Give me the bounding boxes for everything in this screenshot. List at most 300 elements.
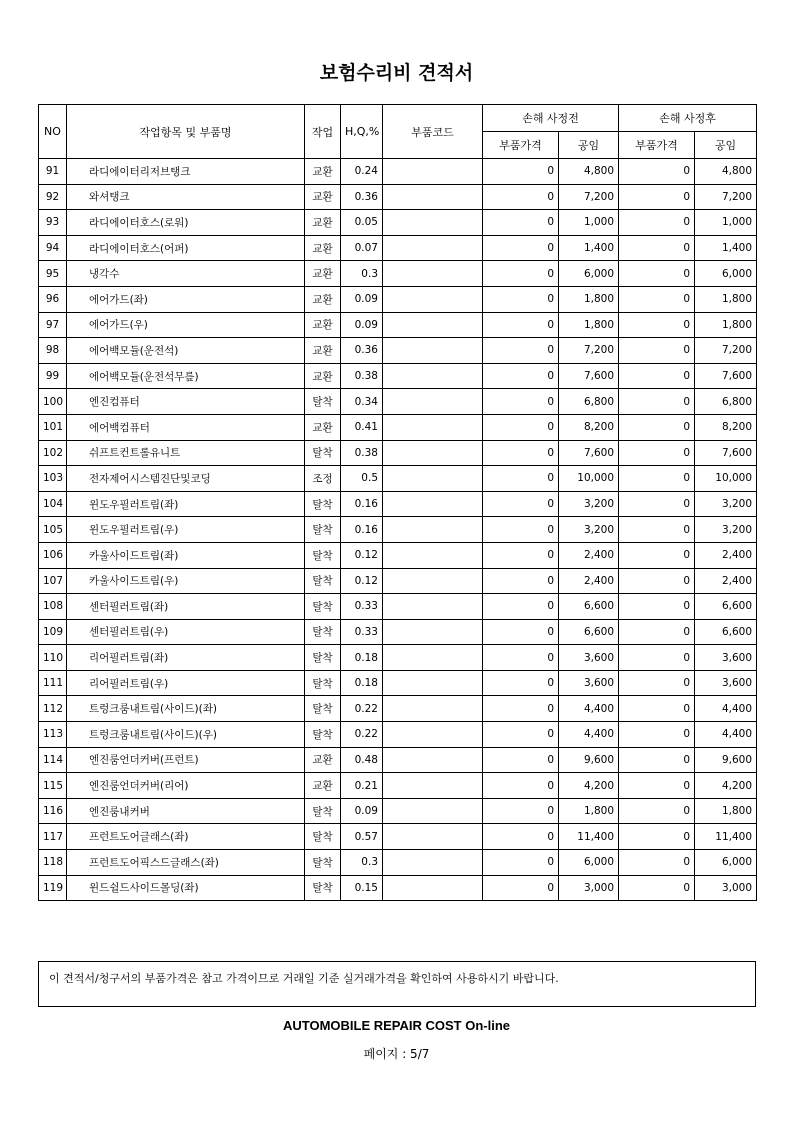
row-hq: 0.15 — [341, 875, 383, 901]
row-item-name: 센터필러트림(좌) — [67, 594, 305, 620]
row-part-code — [383, 773, 483, 799]
row-before-labor: 6,800 — [559, 389, 619, 415]
row-before-part-price: 0 — [483, 517, 559, 543]
header-part-code: 부품코드 — [383, 105, 483, 159]
row-work-type: 탈착 — [305, 491, 341, 517]
table-row — [39, 645, 757, 671]
row-after-labor: 7,200 — [695, 184, 757, 210]
row-before-part-price: 0 — [483, 312, 559, 338]
row-hq: 0.3 — [341, 261, 383, 287]
row-part-code — [383, 440, 483, 466]
row-after-labor: 6,600 — [695, 594, 757, 620]
row-item-name: 엔진룸내커버 — [67, 798, 305, 824]
row-no: 119 — [39, 875, 67, 901]
row-item-name: 리어필러트림(좌) — [67, 645, 305, 671]
row-part-code — [383, 184, 483, 210]
row-after-labor: 1,400 — [695, 235, 757, 261]
page-number: 페이지 : 5/7 — [363, 1047, 430, 1061]
row-work-type: 교환 — [305, 312, 341, 338]
row-item-name: 프런트도어글래스(좌) — [67, 824, 305, 850]
row-no: 94 — [39, 235, 67, 261]
header-hq: H,Q,% — [341, 105, 383, 159]
row-work-type: 교환 — [305, 159, 341, 185]
row-before-labor: 1,800 — [559, 798, 619, 824]
row-after-labor: 1,000 — [695, 210, 757, 236]
row-before-part-price: 0 — [483, 594, 559, 620]
table-row — [39, 594, 757, 620]
row-after-part-price: 0 — [619, 210, 695, 236]
row-after-labor: 3,200 — [695, 517, 757, 543]
row-hq: 0.41 — [341, 414, 383, 440]
table-row — [39, 773, 757, 799]
table-row — [39, 414, 757, 440]
row-after-part-price: 0 — [619, 645, 695, 671]
row-hq: 0.16 — [341, 517, 383, 543]
document-title: 보험수리비 견적서 — [319, 62, 474, 84]
row-hq: 0.16 — [341, 491, 383, 517]
row-after-labor: 6,000 — [695, 850, 757, 876]
row-part-code — [383, 619, 483, 645]
row-before-labor: 7,200 — [559, 338, 619, 364]
row-work-type: 교환 — [305, 338, 341, 364]
row-work-type: 탈착 — [305, 645, 341, 671]
row-before-labor: 3,200 — [559, 491, 619, 517]
table-row — [39, 389, 757, 415]
row-before-labor: 9,600 — [559, 747, 619, 773]
row-work-type: 교환 — [305, 363, 341, 389]
row-after-part-price: 0 — [619, 235, 695, 261]
row-after-labor: 4,400 — [695, 696, 757, 722]
row-before-part-price: 0 — [483, 338, 559, 364]
row-item-name: 윈도우필러트림(우) — [67, 517, 305, 543]
header-work: 작업 — [305, 105, 341, 159]
row-no: 96 — [39, 286, 67, 312]
row-after-part-price: 0 — [619, 184, 695, 210]
row-before-part-price: 0 — [483, 440, 559, 466]
row-item-name: 에어백컴퓨터 — [67, 414, 305, 440]
row-item-name: 트렁크룸내트림(사이드)(우) — [67, 722, 305, 748]
table-row — [39, 235, 757, 261]
row-work-type: 탈착 — [305, 619, 341, 645]
row-before-labor: 2,400 — [559, 542, 619, 568]
row-hq: 0.12 — [341, 568, 383, 594]
row-no: 95 — [39, 261, 67, 287]
row-item-name: 에어가드(우) — [67, 312, 305, 338]
row-item-name: 카울사이드트림(우) — [67, 568, 305, 594]
row-after-labor: 1,800 — [695, 312, 757, 338]
row-part-code — [383, 875, 483, 901]
header-before-assessment: 손해 사정전 — [483, 105, 619, 132]
row-no: 93 — [39, 210, 67, 236]
row-part-code — [383, 210, 483, 236]
row-no: 106 — [39, 542, 67, 568]
row-work-type: 탈착 — [305, 542, 341, 568]
row-no: 101 — [39, 414, 67, 440]
row-no: 118 — [39, 850, 67, 876]
row-part-code — [383, 338, 483, 364]
row-after-labor: 4,400 — [695, 722, 757, 748]
row-work-type: 탈착 — [305, 798, 341, 824]
row-work-type: 탈착 — [305, 722, 341, 748]
row-no: 104 — [39, 491, 67, 517]
row-hq: 0.36 — [341, 338, 383, 364]
row-part-code — [383, 466, 483, 492]
row-item-name: 라디에이터리저브탱크 — [67, 159, 305, 185]
table-row — [39, 670, 757, 696]
row-hq: 0.22 — [341, 722, 383, 748]
row-before-part-price: 0 — [483, 389, 559, 415]
row-part-code — [383, 722, 483, 748]
row-hq: 0.12 — [341, 542, 383, 568]
header-before-labor: 공임 — [559, 132, 619, 159]
row-no: 108 — [39, 594, 67, 620]
row-before-part-price: 0 — [483, 824, 559, 850]
footer-brand: AUTOMOBILE REPAIR COST On-line — [282, 1018, 511, 1033]
row-after-labor: 6,000 — [695, 261, 757, 287]
row-before-labor: 7,600 — [559, 363, 619, 389]
row-item-name: 엔진룸언더커버(리어) — [67, 773, 305, 799]
row-after-part-price: 0 — [619, 850, 695, 876]
table-row — [39, 568, 757, 594]
row-after-part-price: 0 — [619, 747, 695, 773]
row-after-part-price: 0 — [619, 389, 695, 415]
row-before-labor: 4,200 — [559, 773, 619, 799]
row-no: 98 — [39, 338, 67, 364]
row-before-part-price: 0 — [483, 875, 559, 901]
row-after-part-price: 0 — [619, 261, 695, 287]
row-part-code — [383, 798, 483, 824]
row-work-type: 탈착 — [305, 850, 341, 876]
row-after-part-price: 0 — [619, 696, 695, 722]
row-before-labor: 1,800 — [559, 286, 619, 312]
row-part-code — [383, 389, 483, 415]
row-hq: 0.18 — [341, 670, 383, 696]
row-part-code — [383, 824, 483, 850]
row-item-name: 냉각수 — [67, 261, 305, 287]
row-hq: 0.36 — [341, 184, 383, 210]
row-after-part-price: 0 — [619, 338, 695, 364]
table-row — [39, 696, 757, 722]
row-part-code — [383, 261, 483, 287]
row-before-labor: 6,000 — [559, 261, 619, 287]
row-after-labor: 3,600 — [695, 670, 757, 696]
row-item-name: 카울사이드트림(좌) — [67, 542, 305, 568]
row-part-code — [383, 517, 483, 543]
table-row — [39, 363, 757, 389]
table-row — [39, 184, 757, 210]
table-row — [39, 542, 757, 568]
row-no: 97 — [39, 312, 67, 338]
row-no: 117 — [39, 824, 67, 850]
row-before-part-price: 0 — [483, 696, 559, 722]
estimate-table — [38, 104, 757, 901]
row-after-part-price: 0 — [619, 312, 695, 338]
header-after-part-price: 부품가격 — [619, 132, 695, 159]
row-no: 112 — [39, 696, 67, 722]
table-header — [39, 105, 757, 159]
row-item-name: 리어필러트림(우) — [67, 670, 305, 696]
row-before-part-price: 0 — [483, 210, 559, 236]
row-no: 91 — [39, 159, 67, 185]
notice-box: 이 견적서/청구서의 부품가격은 참고 가격이므로 거래일 기준 실거래가격을 확인하여 사용하시기 바랍니다. — [38, 961, 756, 1007]
row-after-labor: 3,600 — [695, 645, 757, 671]
row-before-part-price: 0 — [483, 184, 559, 210]
row-hq: 0.22 — [341, 696, 383, 722]
row-after-labor: 2,400 — [695, 568, 757, 594]
row-after-labor: 10,000 — [695, 466, 757, 492]
table-row — [39, 312, 757, 338]
row-item-name: 라디에이터호스(어퍼) — [67, 235, 305, 261]
row-after-labor: 9,600 — [695, 747, 757, 773]
row-part-code — [383, 159, 483, 185]
row-after-labor: 7,600 — [695, 363, 757, 389]
row-after-part-price: 0 — [619, 466, 695, 492]
row-before-part-price: 0 — [483, 798, 559, 824]
row-work-type: 교환 — [305, 261, 341, 287]
row-before-labor: 2,400 — [559, 568, 619, 594]
row-part-code — [383, 414, 483, 440]
row-after-part-price: 0 — [619, 286, 695, 312]
row-item-name: 엔진컴퓨터 — [67, 389, 305, 415]
row-before-part-price: 0 — [483, 491, 559, 517]
row-after-part-price: 0 — [619, 542, 695, 568]
row-item-name: 쉬프트컨트롤유니트 — [67, 440, 305, 466]
row-after-part-price: 0 — [619, 773, 695, 799]
row-before-part-price: 0 — [483, 261, 559, 287]
row-work-type: 교환 — [305, 235, 341, 261]
row-before-labor: 3,200 — [559, 517, 619, 543]
row-work-type: 교환 — [305, 210, 341, 236]
row-before-labor: 4,400 — [559, 722, 619, 748]
row-hq: 0.09 — [341, 798, 383, 824]
row-no: 115 — [39, 773, 67, 799]
row-work-type: 탈착 — [305, 875, 341, 901]
row-no: 107 — [39, 568, 67, 594]
row-no: 92 — [39, 184, 67, 210]
table-row — [39, 210, 757, 236]
row-work-type: 탈착 — [305, 568, 341, 594]
row-before-labor: 4,800 — [559, 159, 619, 185]
row-before-part-price: 0 — [483, 414, 559, 440]
row-before-labor: 1,000 — [559, 210, 619, 236]
row-no: 114 — [39, 747, 67, 773]
table-row — [39, 850, 757, 876]
row-after-labor: 11,400 — [695, 824, 757, 850]
row-part-code — [383, 235, 483, 261]
row-work-type: 탈착 — [305, 696, 341, 722]
row-after-labor: 6,800 — [695, 389, 757, 415]
row-before-labor: 3,000 — [559, 875, 619, 901]
row-item-name: 엔진룸언더커버(프런트) — [67, 747, 305, 773]
row-before-labor: 3,600 — [559, 670, 619, 696]
header-after-labor: 공임 — [695, 132, 757, 159]
table-row — [39, 338, 757, 364]
row-item-name: 센터필러트림(우) — [67, 619, 305, 645]
row-before-part-price: 0 — [483, 235, 559, 261]
row-work-type: 탈착 — [305, 389, 341, 415]
row-hq: 0.38 — [341, 363, 383, 389]
row-item-name: 라디에이터호스(로워) — [67, 210, 305, 236]
row-part-code — [383, 286, 483, 312]
row-work-type: 탈착 — [305, 594, 341, 620]
row-work-type: 탈착 — [305, 440, 341, 466]
row-work-type: 교환 — [305, 414, 341, 440]
table-row — [39, 875, 757, 901]
row-part-code — [383, 645, 483, 671]
row-after-part-price: 0 — [619, 440, 695, 466]
row-hq: 0.21 — [341, 773, 383, 799]
row-before-part-price: 0 — [483, 363, 559, 389]
row-before-part-price: 0 — [483, 542, 559, 568]
row-item-name: 트렁크룸내트림(사이드)(좌) — [67, 696, 305, 722]
row-after-part-price: 0 — [619, 363, 695, 389]
row-hq: 0.33 — [341, 594, 383, 620]
row-hq: 0.05 — [341, 210, 383, 236]
row-part-code — [383, 747, 483, 773]
row-before-part-price: 0 — [483, 619, 559, 645]
row-before-labor: 1,800 — [559, 312, 619, 338]
row-before-part-price: 0 — [483, 645, 559, 671]
row-hq: 0.09 — [341, 312, 383, 338]
row-after-part-price: 0 — [619, 824, 695, 850]
table-row — [39, 159, 757, 185]
row-before-labor: 10,000 — [559, 466, 619, 492]
row-part-code — [383, 491, 483, 517]
row-before-part-price: 0 — [483, 773, 559, 799]
row-no: 111 — [39, 670, 67, 696]
row-item-name: 프런트도어픽스드글래스(좌) — [67, 850, 305, 876]
row-after-part-price: 0 — [619, 875, 695, 901]
row-before-labor: 6,000 — [559, 850, 619, 876]
row-part-code — [383, 363, 483, 389]
table-row — [39, 798, 757, 824]
row-after-labor: 7,200 — [695, 338, 757, 364]
row-after-part-price: 0 — [619, 159, 695, 185]
row-before-part-price: 0 — [483, 722, 559, 748]
row-before-labor: 4,400 — [559, 696, 619, 722]
row-item-name: 윈드쉴드사이드몰딩(좌) — [67, 875, 305, 901]
row-item-name: 전자제어시스템진단및코딩 — [67, 466, 305, 492]
row-before-part-price: 0 — [483, 286, 559, 312]
row-work-type: 교환 — [305, 773, 341, 799]
row-hq: 0.38 — [341, 440, 383, 466]
table-row — [39, 517, 757, 543]
row-no: 116 — [39, 798, 67, 824]
row-before-part-price: 0 — [483, 159, 559, 185]
row-work-type: 조정 — [305, 466, 341, 492]
row-part-code — [383, 670, 483, 696]
header-after-assessment: 손해 사정후 — [619, 105, 757, 132]
row-before-labor: 1,400 — [559, 235, 619, 261]
row-hq: 0.33 — [341, 619, 383, 645]
row-no: 113 — [39, 722, 67, 748]
row-after-labor: 4,200 — [695, 773, 757, 799]
row-no: 110 — [39, 645, 67, 671]
row-before-part-price: 0 — [483, 466, 559, 492]
row-after-part-price: 0 — [619, 568, 695, 594]
row-part-code — [383, 696, 483, 722]
table-row — [39, 619, 757, 645]
row-no: 102 — [39, 440, 67, 466]
row-hq: 0.24 — [341, 159, 383, 185]
row-no: 99 — [39, 363, 67, 389]
row-before-labor: 6,600 — [559, 594, 619, 620]
row-after-labor: 3,200 — [695, 491, 757, 517]
row-work-type: 교환 — [305, 747, 341, 773]
row-hq: 0.07 — [341, 235, 383, 261]
row-hq: 0.48 — [341, 747, 383, 773]
row-hq: 0.34 — [341, 389, 383, 415]
table-row — [39, 747, 757, 773]
row-part-code — [383, 594, 483, 620]
row-after-labor: 1,800 — [695, 798, 757, 824]
table-row — [39, 824, 757, 850]
row-work-type: 탈착 — [305, 670, 341, 696]
row-after-part-price: 0 — [619, 722, 695, 748]
row-after-part-price: 0 — [619, 594, 695, 620]
row-before-labor: 7,600 — [559, 440, 619, 466]
header-no: NO — [39, 105, 67, 159]
row-before-part-price: 0 — [483, 670, 559, 696]
row-hq: 0.18 — [341, 645, 383, 671]
row-work-type: 교환 — [305, 184, 341, 210]
row-after-labor: 4,800 — [695, 159, 757, 185]
row-after-labor: 6,600 — [695, 619, 757, 645]
row-before-part-price: 0 — [483, 850, 559, 876]
row-item-name: 윈도우필러트림(좌) — [67, 491, 305, 517]
row-after-labor: 2,400 — [695, 542, 757, 568]
table-row — [39, 722, 757, 748]
row-after-part-price: 0 — [619, 491, 695, 517]
row-no: 100 — [39, 389, 67, 415]
row-hq: 0.09 — [341, 286, 383, 312]
row-item-name: 에어백모듈(운전석) — [67, 338, 305, 364]
row-after-labor: 3,000 — [695, 875, 757, 901]
row-no: 105 — [39, 517, 67, 543]
row-after-part-price: 0 — [619, 414, 695, 440]
row-before-labor: 11,400 — [559, 824, 619, 850]
table-row — [39, 491, 757, 517]
row-part-code — [383, 312, 483, 338]
row-before-part-price: 0 — [483, 747, 559, 773]
table-body — [39, 159, 757, 901]
row-hq: 0.57 — [341, 824, 383, 850]
table-row — [39, 440, 757, 466]
row-before-labor: 6,600 — [559, 619, 619, 645]
row-work-type: 교환 — [305, 286, 341, 312]
row-after-part-price: 0 — [619, 798, 695, 824]
row-no: 109 — [39, 619, 67, 645]
row-after-part-price: 0 — [619, 517, 695, 543]
row-item-name: 와셔탱크 — [67, 184, 305, 210]
header-before-part-price: 부품가격 — [483, 132, 559, 159]
row-part-code — [383, 568, 483, 594]
table-row — [39, 466, 757, 492]
row-before-labor: 7,200 — [559, 184, 619, 210]
row-after-part-price: 0 — [619, 670, 695, 696]
row-before-labor: 8,200 — [559, 414, 619, 440]
row-part-code — [383, 542, 483, 568]
row-hq: 0.3 — [341, 850, 383, 876]
row-work-type: 탈착 — [305, 517, 341, 543]
table-row — [39, 261, 757, 287]
row-work-type: 탈착 — [305, 824, 341, 850]
row-part-code — [383, 850, 483, 876]
row-before-part-price: 0 — [483, 568, 559, 594]
header-item: 작업항목 및 부품명 — [67, 105, 305, 159]
row-after-labor: 8,200 — [695, 414, 757, 440]
row-item-name: 에어가드(좌) — [67, 286, 305, 312]
